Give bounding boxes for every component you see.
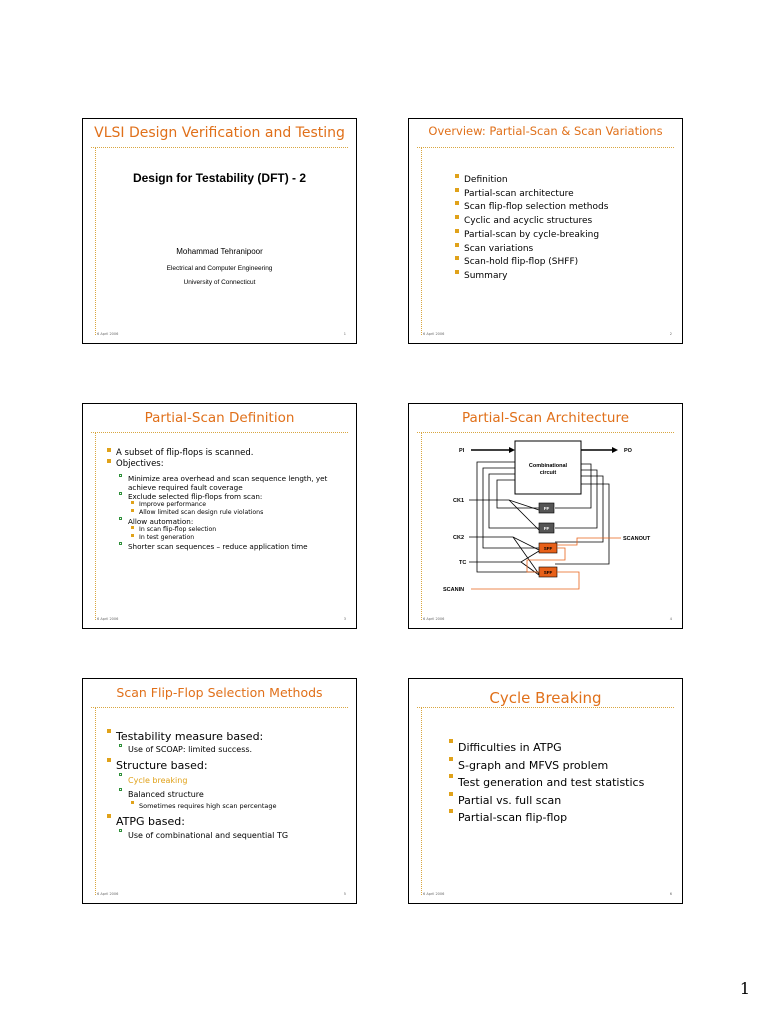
title-divider [91,147,348,148]
svg-text:SFF: SFF [543,570,553,575]
slide-4 [408,403,683,629]
university: University of Connecticut [183,279,256,286]
slide-date: 6 April 2006 [97,892,119,896]
slide-title: Cycle Breaking [489,689,602,707]
svg-text:FF: FF [543,506,550,511]
ck2-label: CK2 [453,535,465,541]
list-item: Partial-scan by cycle-breaking [455,229,608,243]
slide-subtitle: Design for Testability (DFT) - 2 [132,171,307,185]
cycle-breaking-list [449,739,644,827]
list-item: Use of combinational and sequential TG [119,829,347,842]
slide-title: Partial-Scan Architecture [461,410,630,426]
pi-label: PI [459,448,465,454]
list-item: Testability measure based: [107,729,347,744]
overview-list [455,174,608,284]
left-divider [421,708,422,895]
objectives-list [119,474,344,551]
slide-5 [82,678,357,904]
author-name: Mohammad Tehranipoor [176,247,263,256]
list-item-group [119,526,344,542]
scanin-label: SCANIN [443,587,465,593]
slide-number: 6 [669,892,672,896]
slide-date: 6 April 2006 [97,617,119,621]
list-item: Shorter scan sequences – reduce application time [119,542,344,551]
circuit-label: circuit [539,470,557,476]
left-divider [95,433,96,620]
slide-title: Scan Flip-Flop Selection Methods [116,685,323,700]
list-item: Test generation and test statistics [449,774,644,792]
title-divider [91,707,348,708]
department: Electrical and Computer Engineering [166,265,273,272]
slide-date: 6 April 2006 [97,332,119,336]
list-item: Definition [455,174,608,188]
left-divider [421,148,422,335]
svg-text:SFF: SFF [543,546,553,551]
list-item: In scan flip-flop selection [131,526,344,534]
combinational-label: Combinational [528,463,568,469]
slide-2 [408,118,683,344]
list-item: S-graph and MFVS problem [449,757,644,775]
page-number: 1 [739,979,750,998]
slide-number: 2 [669,332,672,336]
partial-scan-diagram [409,404,684,630]
list-item: Objectives: [107,459,347,470]
list-item: Scan flip-flop selection methods [455,201,608,215]
list-item: Scan-hold flip-flop (SHFF) [455,256,608,270]
list-item: Partial-scan architecture [455,188,608,202]
slide-number: 4 [669,617,672,621]
slide-number: 1 [343,332,346,336]
list-item: Minimize area overhead and scan sequence length, yet achieve required fault coverage [119,474,344,492]
slide-1 [82,118,357,344]
slide-6 [408,678,683,904]
slide-number: 3 [343,617,346,621]
list-item: Structure based: [107,758,347,773]
svg-text:FF: FF [543,526,550,531]
list-item: Allow automation: [119,517,344,526]
list-item: In test generation [131,534,344,542]
list-item: Scan variations [455,243,608,257]
slide-date: 6 April 2006 [423,617,445,621]
title-divider [417,707,674,708]
po-label: PO [624,448,632,454]
list-item: Exclude selected flip-flops from scan: [119,492,344,501]
list-item: Cyclic and acyclic structures [455,215,608,229]
list-item: ATPG based: [107,814,347,829]
scanout-label: SCANOUT [623,536,651,542]
list-item: Difficulties in ATPG [449,739,644,757]
slide-date: 6 April 2006 [423,332,445,336]
tc-label: TC [459,560,467,566]
list-item: Partial-scan flip-flop [449,809,644,827]
list-item: Balanced structure [119,788,347,801]
slide-number: 5 [343,892,346,896]
title-divider [417,147,674,148]
list-item: Sometimes requires high scan percentage [131,801,347,811]
title-divider [91,432,348,433]
left-divider [95,708,96,895]
list-item: Cycle breaking [119,773,347,788]
slide-title: Overview: Partial-Scan & Scan Variations [428,124,663,138]
definition-list [107,448,347,470]
ck1-label: CK1 [453,498,465,504]
list-item: Partial vs. full scan [449,792,644,810]
list-item: Use of SCOAP: limited success. [119,744,347,755]
slide-title: VLSI Design Verification and Testing [94,125,345,141]
slide-date: 6 April 2006 [423,892,445,896]
list-item: Improve performance [131,501,344,509]
list-item: Allow limited scan design rule violations [131,509,344,517]
slide-title: Partial-Scan Definition [144,410,295,426]
list-item: Summary [455,270,608,284]
selection-methods-list [107,729,347,842]
list-item: A subset of flip-flops is scanned. [107,448,347,459]
slide-3 [82,403,357,629]
list-item-group [119,501,344,517]
